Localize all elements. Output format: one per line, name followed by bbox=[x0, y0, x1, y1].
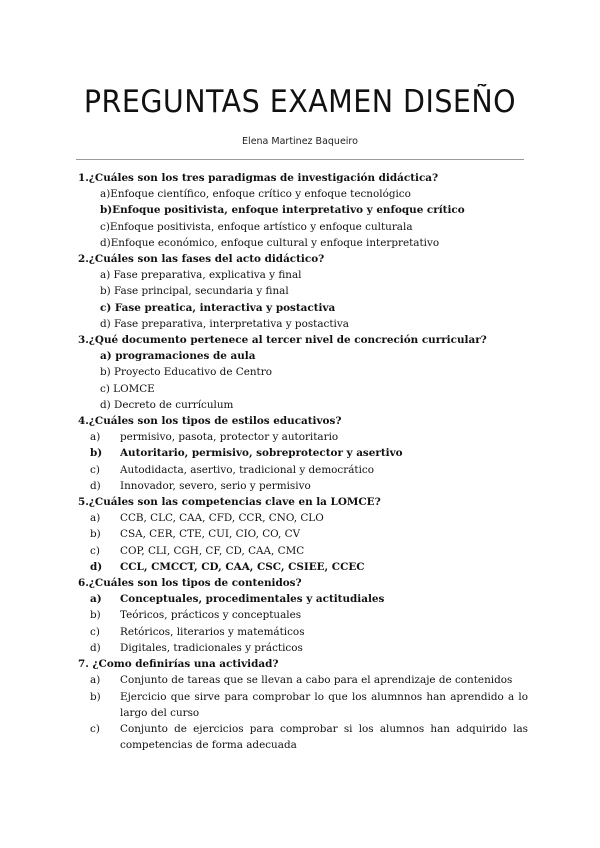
option-a: a) Conjunto de tareas que se llevan a cabo para el aprendizaje de contenidos bbox=[90, 674, 513, 687]
question-4 bbox=[78, 413, 528, 494]
option-b: b) Teóricos, prácticos y conceptuales bbox=[90, 609, 302, 622]
option-a-correct: a) programaciones de aula bbox=[100, 350, 256, 363]
questions-list bbox=[78, 170, 528, 753]
question-text: 7. ¿Como definirías una actividad? bbox=[78, 658, 279, 671]
option-a: a) permisivo, pasota, protector y autoritario bbox=[90, 431, 339, 444]
option-c: c) Conjunto de ejercicios para comprobar si los alumnos han adquirido las competencias de forma adecuada bbox=[90, 722, 528, 752]
option-d: d) Decreto de currículum bbox=[100, 398, 234, 411]
option-d: d) Digitales, tradicionales y prácticos bbox=[90, 641, 303, 654]
option-d-correct: d) CCL, CMCCT, CD, CAA, CSC, CSIEE, CCEC bbox=[90, 560, 365, 573]
question-text: 1.¿Cuáles son los tres paradigmas de investigación didáctica? bbox=[78, 172, 439, 184]
question-3 bbox=[78, 332, 528, 413]
option-c: c) COP, CLI, CGH, CF, CD, CAA, CMC bbox=[90, 544, 305, 557]
option-c: c) LOMCE bbox=[100, 382, 155, 395]
option-c: c) Autodidacta, asertivo, tradicional y democrático bbox=[90, 463, 374, 476]
question-6 bbox=[78, 575, 528, 656]
question-text: 5.¿Cuáles son las competencias clave en la LOMCE? bbox=[78, 496, 381, 509]
question-5 bbox=[78, 494, 528, 575]
option-d: d)Enfoque económico, enfoque cultural y enfoque interpretativo bbox=[100, 236, 440, 249]
header-divider bbox=[76, 159, 524, 160]
option-b: b) Ejercicio que sirve para comprobar lo que los alumnnos han aprendido a lo largo del curso bbox=[90, 690, 528, 719]
option-a-correct: a) Conceptuales, procedimentales y actitudiales bbox=[90, 593, 385, 606]
document-author: Elena Martinez Baqueiro bbox=[242, 136, 358, 147]
question-text: 6.¿Cuáles son los tipos de contenidos? bbox=[78, 577, 302, 590]
question-text: 3.¿Qué documento pertenece al tercer nivel de concreción curricular? bbox=[78, 334, 487, 347]
option-b-correct: b) Autoritario, permisivo, sobreprotector y asertivo bbox=[90, 447, 403, 460]
option-d: d) Innovador, severo, serio y permisivo bbox=[90, 479, 311, 492]
question-7 bbox=[78, 656, 528, 753]
option-c: c) Retóricos, literarios y matemáticos bbox=[90, 625, 305, 638]
question-text: 4.¿Cuáles son los tipos de estilos educativos? bbox=[78, 415, 342, 428]
question-1 bbox=[78, 170, 528, 251]
option-b-correct: b)Enfoque positivista, enfoque interpretativo y enfoque crítico bbox=[100, 204, 465, 217]
option-c: c)Enfoque positivista, enfoque artístico y enfoque culturala bbox=[100, 220, 413, 233]
option-a: a) Fase preparativa, explicativa y final bbox=[100, 269, 302, 282]
option-d: d) Fase preparativa, interpretativa y postactiva bbox=[100, 317, 349, 330]
option-b: b) Fase principal, secundaria y final bbox=[100, 285, 289, 298]
option-b: b) Proyecto Educativo de Centro bbox=[100, 366, 272, 379]
question-text: 2.¿Cuáles son las fases del acto didáctico? bbox=[78, 253, 325, 266]
document-title: PREGUNTAS EXAMEN DISEÑO bbox=[83, 84, 517, 120]
option-b: b) CSA, CER, CTE, CUI, CIO, CO, CV bbox=[90, 528, 301, 541]
question-2 bbox=[78, 251, 528, 332]
option-c-correct: c) Fase preatica, interactiva y postactiva bbox=[100, 301, 336, 314]
option-a: a) CCB, CLC, CAA, CFD, CCR, CNO, CLO bbox=[90, 512, 324, 525]
option-a: a)Enfoque científico, enfoque crítico y enfoque tecnológico bbox=[100, 188, 411, 201]
